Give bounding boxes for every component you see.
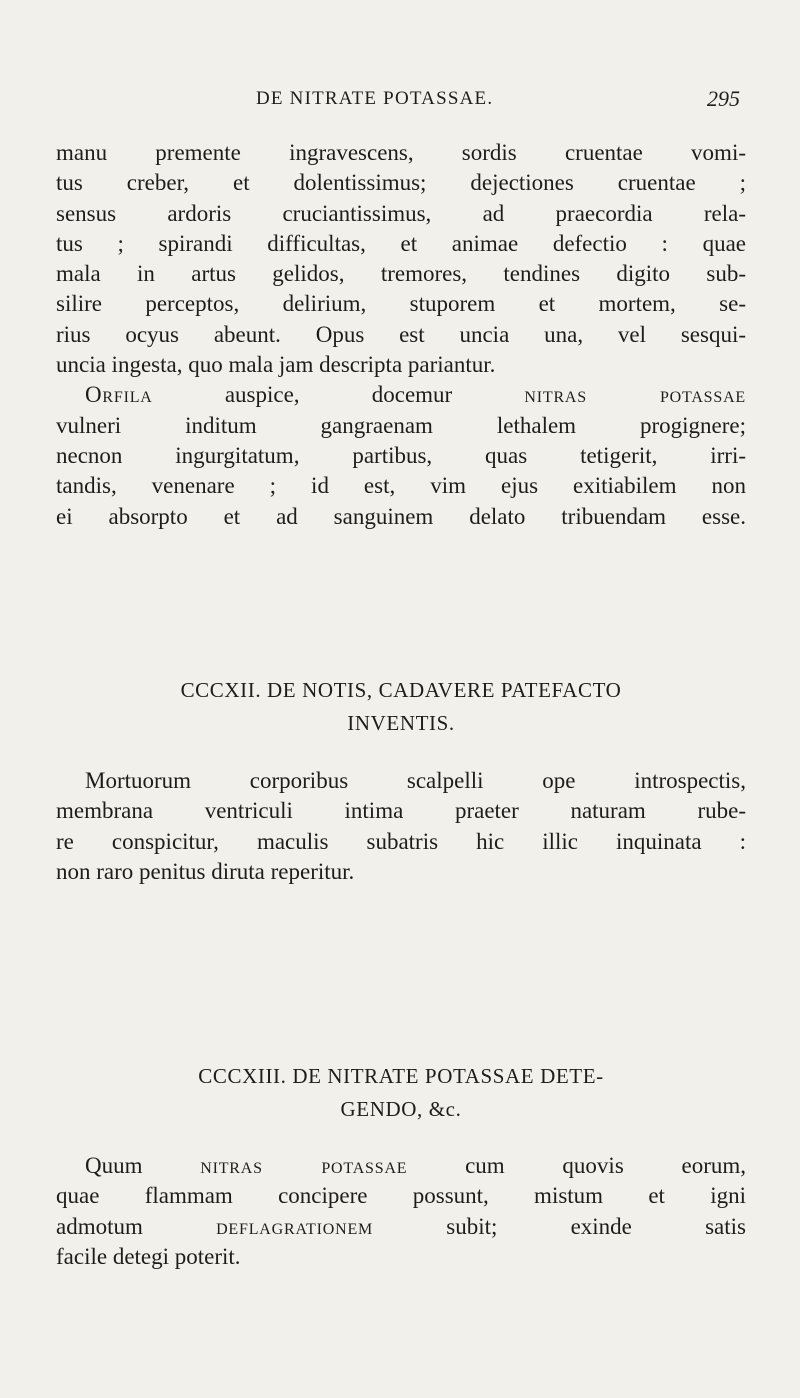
substance-name: nitras potassae	[200, 1153, 408, 1178]
text-run: cum quovis eorum,	[407, 1153, 747, 1178]
running-title: DE NITRATE POTASSAE.	[256, 88, 494, 109]
text-line: non raro penitus diruta reperitur.	[56, 858, 355, 884]
section-heading-cccxiii	[56, 1060, 746, 1126]
heading-line: CCCXII. DE NOTIS, CADAVERE PATEFACTO	[180, 678, 622, 702]
text-run: Quum	[85, 1153, 201, 1178]
text-line: re conspicitur, maculis subatris hic illic inquinata :	[56, 828, 746, 854]
substance-name: nitras potassae	[524, 382, 747, 408]
paragraph-text	[56, 138, 746, 380]
text-line: manu premente ingravescens, sordis cruentae vomi-	[56, 140, 746, 165]
text-line: quae flammam concipere possunt, mistum et igni	[56, 1183, 746, 1209]
text-line	[56, 1151, 746, 1181]
text-line: ei absorpto et ad sanguinem delato tribuendam esse.	[56, 503, 746, 529]
text-line: sensus ardoris cruciantissimus, ad praecordia rela-	[56, 200, 746, 226]
text-run: subit; exinde satis	[373, 1213, 746, 1239]
paragraph-text	[56, 766, 746, 887]
text-line: uncia ingesta, quo mala jam descripta pariantur.	[56, 352, 496, 378]
text-line	[56, 1212, 746, 1242]
text-line: rius ocyus abeunt. Opus est uncia una, vel sesqui-	[56, 321, 746, 347]
text-line: facile detegi poterit.	[56, 1243, 241, 1269]
heading-line: CCCXIII. DE NITRATE POTASSAE DETE-	[198, 1064, 604, 1088]
text-line: tus ; spirandi difficultas, et animae defectio : quae	[56, 230, 746, 256]
section-heading-cccxii	[56, 674, 746, 740]
text-run: auspice, docemur	[152, 382, 525, 408]
text-line: tandis, venenare ; id est, vim ejus exitiabilem non	[56, 473, 746, 499]
paragraph-mortuorum	[56, 766, 746, 887]
text-line: Mortuorum corporibus scalpelli ope introspectis,	[85, 768, 746, 793]
text-line: mala in artus gelidos, tremores, tendines digito sub-	[56, 261, 746, 287]
paragraph-quum	[56, 1151, 746, 1272]
text-line	[56, 380, 746, 410]
page-number: 295	[707, 86, 740, 111]
running-head	[56, 88, 746, 116]
process-name: deflagrationem	[216, 1213, 374, 1239]
text-line: necnon ingurgitatum, partibus, quas tetigerit, irri-	[56, 442, 746, 468]
book-page	[56, 0, 746, 1398]
heading-line: INVENTIS.	[347, 711, 455, 735]
text-run: admotum	[56, 1213, 217, 1239]
text-line: tus creber, et dolentissimus; dejectiones cruentae ;	[56, 170, 746, 196]
text-line: vulneri inditum gangraenam lethalem progignere;	[56, 412, 746, 438]
heading-line: GENDO, &c.	[340, 1097, 462, 1121]
text-line: silire perceptos, delirium, stuporem et mortem, se-	[56, 291, 746, 317]
paragraph-orfila	[56, 380, 746, 531]
paragraph-continued	[56, 138, 746, 532]
text-line: membrana ventriculi intima praeter naturam rube-	[56, 798, 746, 824]
author-name: Orfila	[85, 382, 153, 408]
paragraph-text	[56, 1151, 746, 1272]
